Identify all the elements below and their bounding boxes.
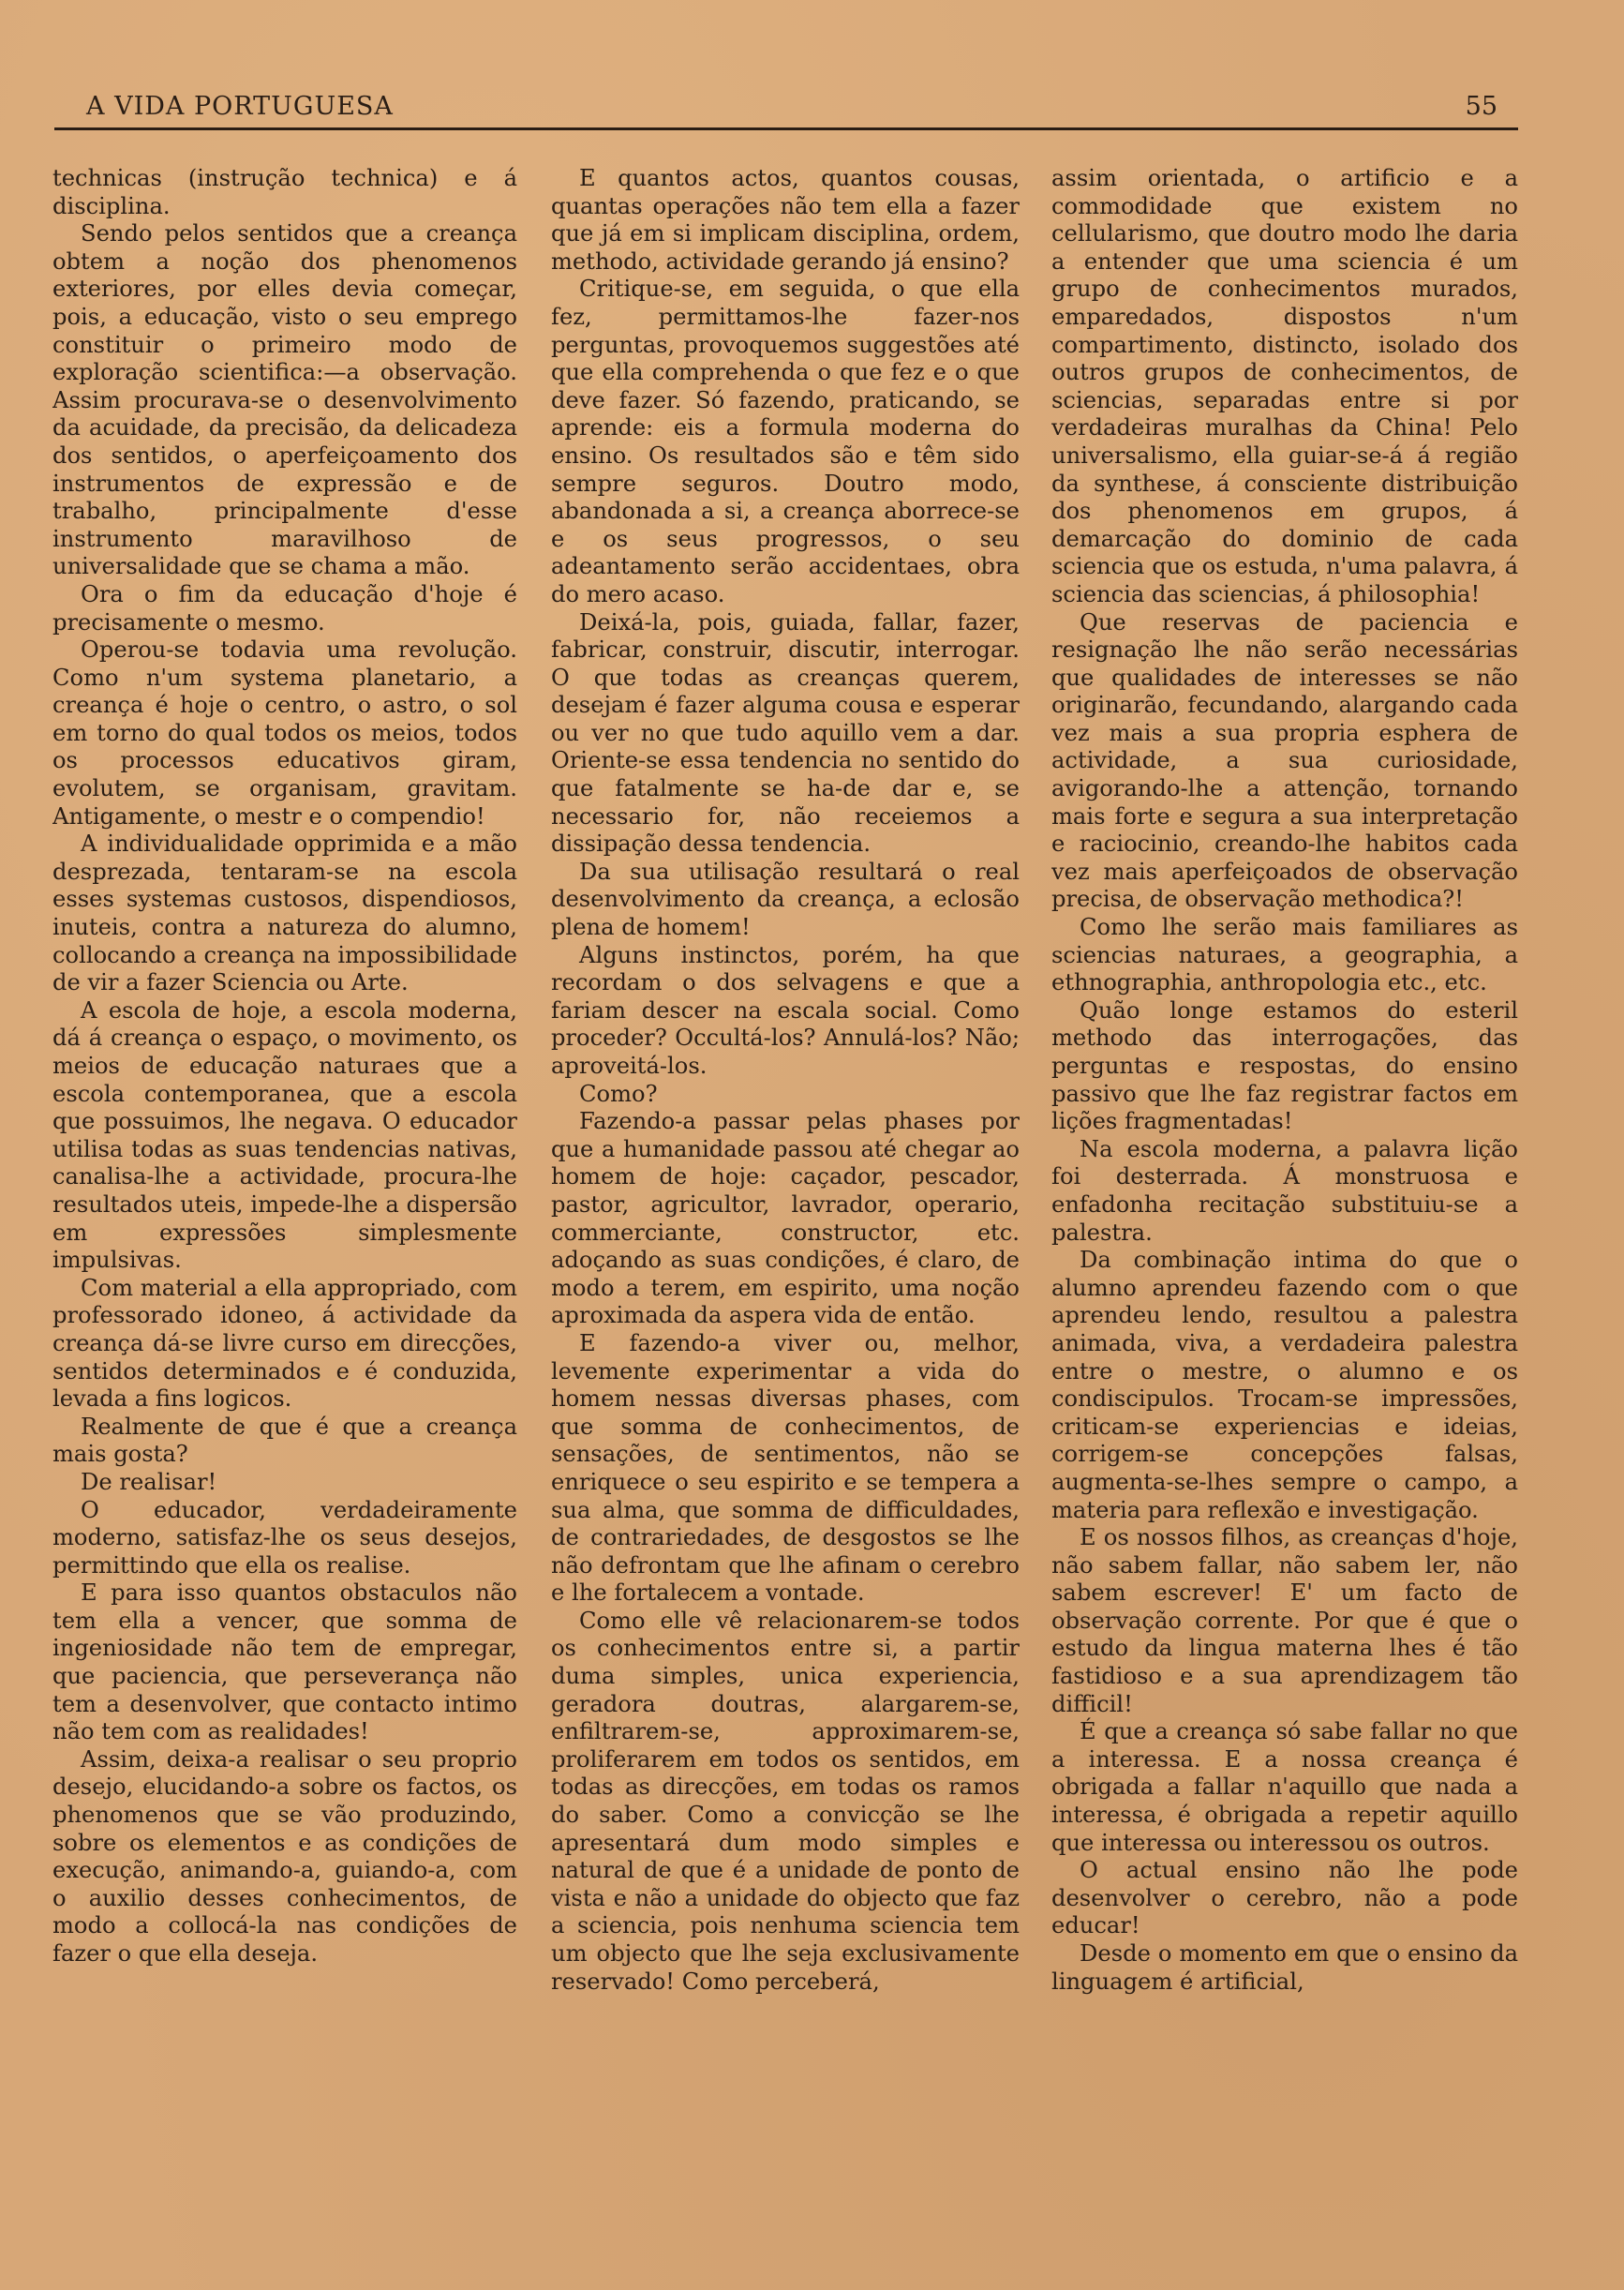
- page-number: 55: [1465, 92, 1497, 121]
- paragraph: Alguns instinctos, porém, ha que recordam o dos selvagens e que a fariam descer na escala social. Como proceder? Occultá-los? Annulá-los? Não; aproveitá-los.: [551, 941, 1020, 1079]
- running-header: [54, 92, 1518, 129]
- paragraph: Sendo pelos sentidos que a creança obtem a noção dos phenomenos exteriores, por elles devia começar, pois, a educação, visto o seu emprego constituir o primeiro modo de exploração scientifica:—a observação. Assim procurava-se o desenvolvimento da acuidade, da precisão, da delicadeza dos sentidos, o aperfeiçoamento dos instrumentos de expressão e de trabalho, principalmente d'esse instrumento maravilhoso de universalidade que se chama a mão.: [52, 220, 517, 580]
- paragraph: A individualidade opprimida e a mão desprezada, tentaram-se na escola esses systemas custosos, dispendiosos, inuteis, contra a natureza do alumno, collocando a creança na impossibilidade de vir a fazer Sciencia ou Arte.: [52, 831, 517, 996]
- paragraph: Com material a ella appropriado, com professorado idoneo, á actividade da creança dá-se livre curso em direcções, sentidos determinados e é conduzida, levada a fins logicos.: [52, 1274, 517, 1413]
- paragraph: Desde o momento em que o ensino da linguagem é artificial,: [1051, 1940, 1518, 1995]
- paragraph: Fazendo-a passar pelas phases por que a humanidade passou até chegar ao homem de hoje: caçador, pescador, pastor, agricultor, lavrador, operario, commerciante, constructor, etc. adoçando as suas condições, é claro, de modo a terem, em espirito, uma noção aproximada da aspera vida de então.: [551, 1108, 1020, 1329]
- paragraph: technicas (instrução technica) e á disciplina.: [52, 165, 517, 219]
- paragraph: Da combinação intima do que o alumno aprendeu fazendo com o que aprendeu lendo, resultou a palestra animada, viva, a verdadeira palestra entre o mestre, o alumno e os condiscipulos. Trocam-se impressões, criticam-se experiencias e ideias, corrigem-se concepções falsas, augmenta-se-lhes sempre o campo, a materia para reflexão e investigação.: [1051, 1247, 1518, 1523]
- paragraph: Como?: [579, 1080, 658, 1107]
- paragraph: O actual ensino não lhe pode desenvolver o cerebro, não a pode educar!: [1051, 1857, 1518, 1939]
- paragraph: Assim, deixa-a realisar o seu proprio desejo, elucidando-a sobre os factos, os phenomenos que se vão produzindo, sobre os elementos e as condições de execução, animando-a, guiando-a, com o auxilio desses conhecimentos, de modo a collocá-la nas condições de fazer o que ella deseja.: [52, 1745, 517, 1967]
- paragraph: De realisar!: [81, 1468, 217, 1495]
- paragraph: Deixá-la, pois, guiada, fallar, fazer, fabricar, construir, discutir, interrogar. O que todas as creanças querem, desejam é fazer alguma cousa e esperar ou ver no que tudo aquillo vem a dar. Oriente-se essa tendencia no sentido do que fatalmente se ha-de dar e, se necessario for, não receiemos a dissipação dessa tendencia.: [551, 608, 1020, 858]
- paragraph: Que reservas de paciencia e resignação lhe não serão necessárias que qualidades de interesses se não originarão, fecundando, alargando cada vez mais a sua propria esphera de actividade, a sua curiosidade, avigorando-lhe a attenção, tornando mais forte e segura a sua interpretação e raciocinio, creando-lhe habitos cada vez mais aperfeiçoados de observação precisa, de observação methodica?!: [1051, 608, 1518, 913]
- paragraph: Como elle vê relacionarem-se todos os conhecimentos entre si, a partir duma simples, unica experiencia, geradora doutras, alargarem-se, enfiltrarem-se, approximarem-se, proliferarem em todos os sentidos, em todas as direcções, em todas os ramos do saber. Como a convicção se lhe apresentará dum modo simples e natural de que é a unidade de ponto de vista e não a unidade do objecto que faz a sciencia, pois nenhuma sciencia tem um objecto que lhe seja exclusivamente reservado! Como perceberá,: [551, 1607, 1020, 1995]
- paragraph: E os nossos filhos, as creanças d'hoje, não sabem fallar, não sabem ler, não sabem escrever! E' um facto de observação corrente. Por que é que o estudo da lingua materna lhes é tão fastidioso e a sua aprendizagem tão difficil!: [1051, 1524, 1518, 1717]
- text-column-3: [1051, 165, 1518, 2171]
- paragraph: E quantos actos, quantos cousas, quantas operações não tem ella a fazer que já em si implicam disciplina, ordem, methodo, actividade gerando já ensino?: [551, 165, 1020, 275]
- paragraph: Da sua utilisação resultará o real desenvolvimento da creança, a eclosão plena de homem!: [551, 858, 1020, 941]
- paragraph: A escola de hoje, a escola moderna, dá á creança o espaço, o movimento, os meios de educação naturaes que a escola contemporanea, que a escola que possuimos, lhe negava. O educador utilisa todas as suas tendencias nativas, canalisa-lhe a actividade, procura-lhe resultados uteis, impede-lhe a dispersão em expressões simplesmente impulsivas.: [52, 996, 517, 1274]
- paragraph: assim orientada, o artificio e a commodidade que existem no cellularismo, que doutro modo lhe daria a entender que uma sciencia é um grupo de conhecimentos murados, emparedados, dispostos n'um compartimento, distincto, isolado dos outros grupos de conhecimentos, de sciencias, separadas entre si por verdadeiras muralhas da China! Pelo universalismo, ella guiar-se-á á região da synthese, á consciente distribuição dos phenomenos em grupos, á demarcação do dominio de cada sciencia que os estuda, n'uma palavra, á sciencia das sciencias, á philosophia!: [1051, 165, 1518, 607]
- header-rule: [54, 127, 1518, 130]
- paragraph: Como lhe serão mais familiares as sciencias naturaes, a geographia, a ethnographia, anthropologia etc., etc.: [1051, 914, 1518, 996]
- paragraph: Ora o fim da educação d'hoje é precisamente o mesmo.: [52, 580, 517, 636]
- paragraph: Na escola moderna, a palavra lição foi desterrada. Á monstruosa e enfadonha recitação substituiu-se a palestra.: [1051, 1135, 1518, 1246]
- paragraph: E para isso quantos obstaculos não tem ella a vencer, que somma de ingeniosidade não tem de empregar, que paciencia, que perseverança não tem a desenvolver, que contacto intimo não tem com as realidades!: [52, 1579, 517, 1745]
- paragraph: Quão longe estamos do esteril methodo das interrogações, das perguntas e respostas, do ensino passivo que lhe faz registrar factos em lições fragmentadas!: [1051, 996, 1518, 1135]
- paragraph: Critique-se, em seguida, o que ella fez, permittamos-lhe fazer-nos perguntas, provoquemos suggestões até que ella comprehenda o que fez e o que deve fazer. Só fazendo, praticando, se aprende: eis a formula moderna do ensino. Os resultados são e têm sido sempre seguros. Doutro modo, abandonada a si, a creança aborrece-se e os seus progressos, o seu adeantamento serão accidentaes, obra do mero acaso.: [551, 276, 1020, 607]
- paragraph: E fazendo-a viver ou, melhor, levemente experimentar a vida do homem nessas diversas phases, com que somma de conhecimentos, de sensações, de sentimentos, não se enriquece o seu espirito e se tempera a sua alma, que somma de difficuldades, de contrariedades, de desgostos se lhe não defrontam que lhe afinam o cerebro e lhe fortalecem a vontade.: [551, 1329, 1020, 1607]
- paragraph: Operou-se todavia uma revolução. Como n'um systema planetario, a creança é hoje o centro, o astro, o sol em torno do qual todos os meios, todos os processos educativos giram, evolutem, se organisam, gravitam. Antigamente, o mestr e o compendio!: [52, 636, 517, 830]
- text-column-1: [52, 165, 517, 2171]
- paragraph: Realmente de que é que a creança mais gosta?: [52, 1413, 517, 1468]
- paragraph: O educador, verdadeiramente moderno, satisfaz-lhe os seus desejos, permittindo que ella os realise.: [52, 1496, 517, 1579]
- journal-title: A VIDA PORTUGUESA: [86, 92, 394, 121]
- text-column-2: [551, 165, 1020, 2171]
- paragraph: É que a creança só sabe fallar no que a interessa. E a nossa creança é obrigada a fallar n'aquillo que nada a interessa, é obrigada a repetir aquillo que interessa ou interessou os outros.: [1051, 1718, 1518, 1856]
